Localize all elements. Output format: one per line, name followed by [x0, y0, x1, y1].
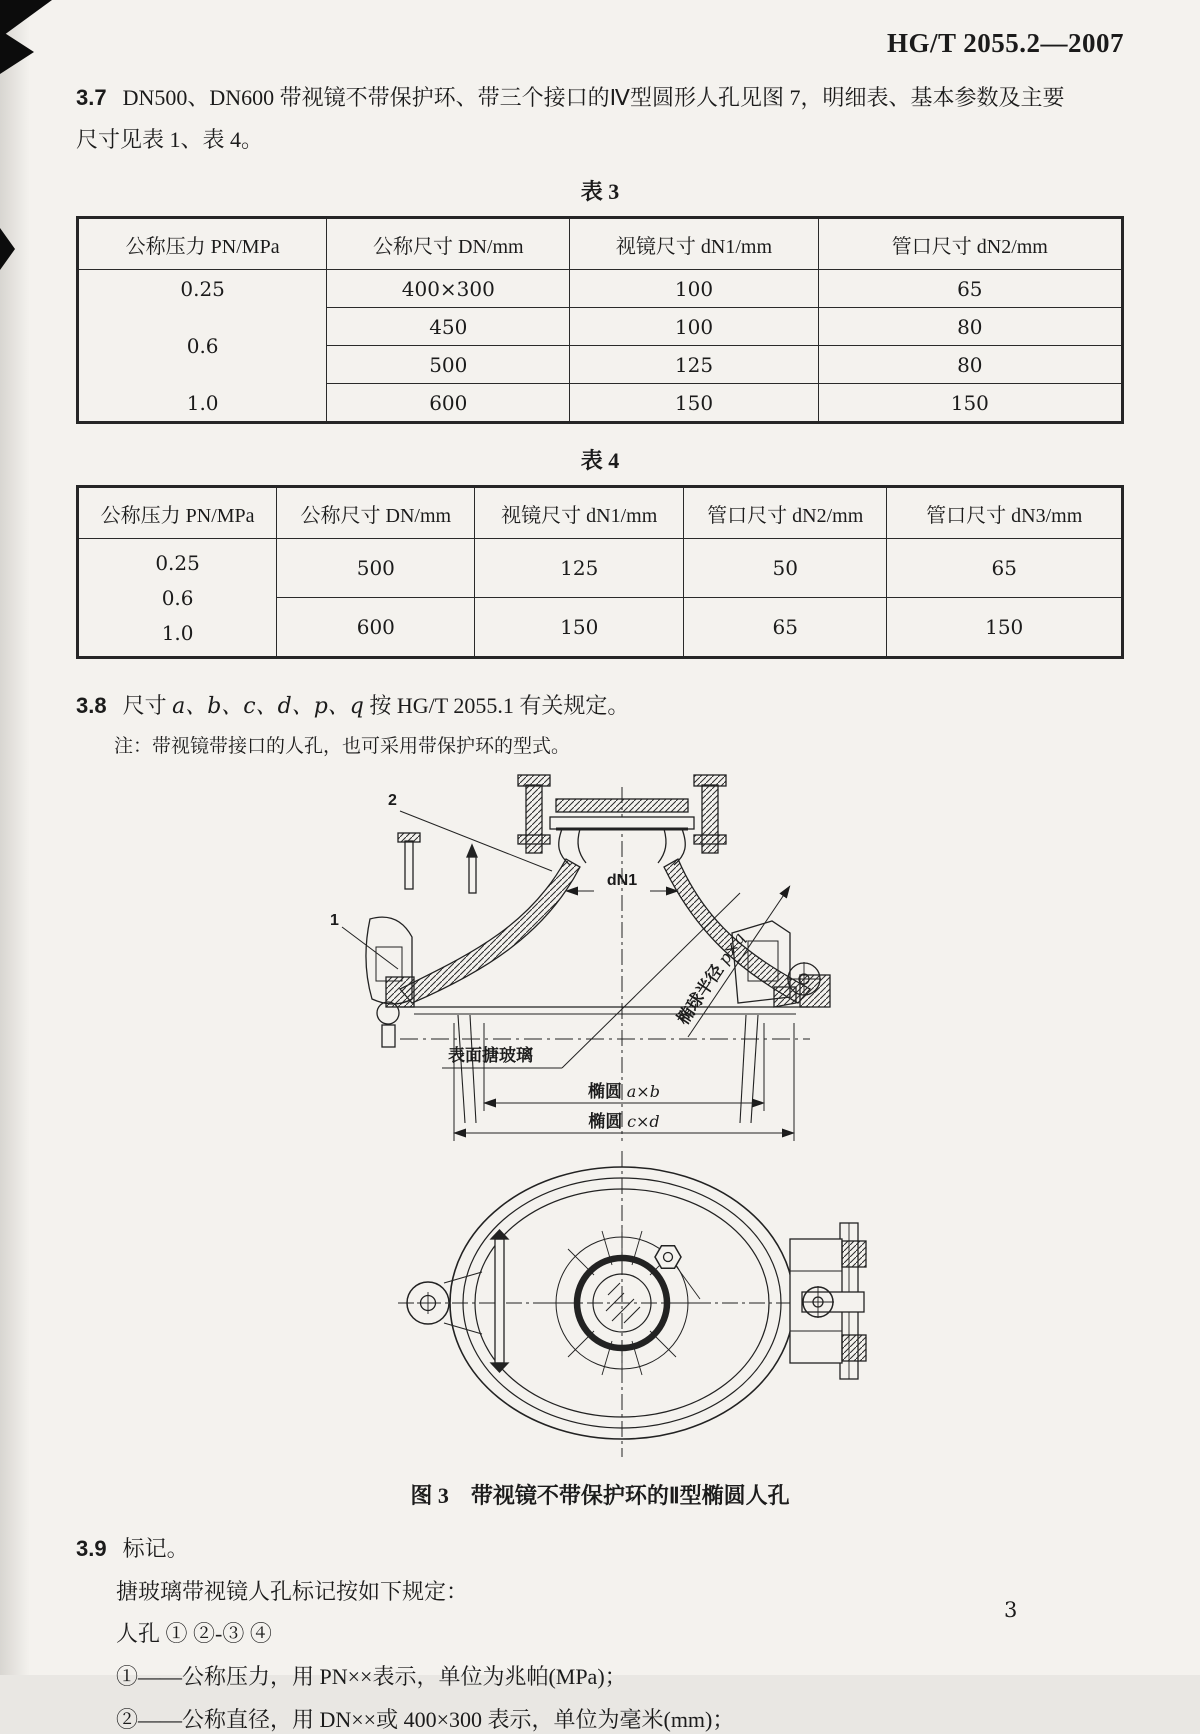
dn1-label: dN1	[606, 872, 638, 889]
table-cell: 65	[887, 539, 1123, 598]
svg-text:椭球半径 p×q	[673, 929, 749, 1029]
table-cell: 150	[887, 598, 1123, 658]
table3-header: 公称压力 PN/MPa	[78, 218, 327, 270]
section-text: 尺寸	[122, 693, 173, 719]
table-cell: 150	[570, 384, 818, 423]
part-2-label: 2	[388, 792, 397, 809]
table4-header: 视镜尺寸 dN1/mm	[475, 487, 684, 539]
pressure-value: 1.0	[161, 620, 194, 645]
svg-text:椭圆 a×b	[588, 1081, 660, 1101]
table-row	[78, 539, 1123, 598]
table-cell: 65	[818, 270, 1122, 308]
clamp-plan	[790, 1223, 866, 1379]
section-number: 3.8	[76, 693, 107, 719]
section-text: 按 HG/T 2055.1 有关规定。	[363, 693, 630, 719]
table4-header: 管口尺寸 dN3/mm	[887, 487, 1123, 539]
table-cell: 125	[570, 346, 818, 384]
table3-pressure-cell	[78, 270, 327, 423]
table-cell: 100	[570, 270, 818, 308]
table-row	[78, 270, 1123, 308]
table4-header-row	[78, 487, 1123, 539]
marking-item-1: ①——公称压力，用 PN××表示，单位为兆帕(MPa)；	[116, 1664, 627, 1690]
figure-3-caption: 图 3 带视镜不带保护环的Ⅱ型椭圆人孔	[410, 1483, 790, 1508]
plan-view	[398, 1151, 866, 1457]
section-number: 3.7	[76, 85, 107, 110]
table4-header: 管口尺寸 dN2/mm	[684, 487, 887, 539]
hinge-assembly	[366, 833, 477, 1047]
table-cell: 450	[327, 308, 570, 346]
table-cell: 80	[818, 308, 1122, 346]
table-cell: 600	[277, 598, 475, 658]
table3-header: 管口尺寸 dN2/mm	[818, 218, 1122, 270]
section-3-7	[76, 77, 1124, 161]
radius-value: p×q	[714, 929, 749, 968]
dome-shell-left	[400, 859, 580, 1003]
table-cell: 500	[277, 539, 475, 598]
page-number: 3	[1004, 1598, 1018, 1622]
cross-section-view	[330, 775, 830, 1141]
dim-ab-value: a×b	[626, 1082, 660, 1101]
manhole-technical-drawing	[304, 771, 876, 1471]
hex-bolt	[655, 1246, 700, 1299]
dim-cd-value: c×d	[627, 1112, 660, 1131]
svg-text:椭圆 c×d	[588, 1111, 659, 1131]
dn1-dimension	[566, 872, 678, 891]
section-3-9	[76, 1534, 1124, 1734]
pressure-value: 0.25	[155, 550, 200, 575]
table3	[76, 216, 1124, 424]
table4-header: 公称尺寸 DN/mm	[277, 487, 475, 539]
dim-ab-prefix: 椭圆	[588, 1082, 627, 1101]
standard-code-header: HG/T 2055.2—2007	[886, 28, 1124, 58]
section-3-8	[76, 685, 1124, 728]
tank-neck-walls	[400, 1015, 810, 1123]
section-number: 3.9	[76, 1536, 107, 1561]
table4-header: 公称压力 PN/MPa	[78, 487, 277, 539]
marking-item-2: ②——公称直径，用 DN××或 400×300 表示，单位为毫米(mm)；	[116, 1706, 735, 1732]
section-text: DN500、DN600 带视镜不带保护环、带三个接口的Ⅳ型圆形人孔见图 7，明细表、基本参数及主要	[122, 85, 1065, 110]
surface-label-text: 表面搪玻璃	[448, 1046, 533, 1065]
davit-bar	[491, 1230, 508, 1372]
pressure-value: 0.25	[180, 277, 225, 302]
marking-formula: 人孔 ① ②-③ ④	[116, 1621, 272, 1647]
section-3-8-note: 注：带视镜带接口的人孔，也可采用带保护环的型式。	[114, 735, 571, 757]
table4-pressure-cell	[78, 539, 277, 658]
table3-header-row	[78, 218, 1123, 270]
radius-prefix: 椭球半径	[673, 957, 730, 1029]
table-cell: 50	[684, 539, 887, 598]
dimension-a-b	[484, 1023, 764, 1111]
table3-title: 表 3	[580, 179, 620, 205]
table-cell: 600	[327, 384, 570, 423]
table-cell: 100	[570, 308, 818, 346]
hinge-lug-plan	[407, 1272, 482, 1334]
marking-rule-intro: 搪玻璃带视镜人孔标记按如下规定：	[116, 1578, 469, 1604]
pressure-value: 0.6	[161, 585, 194, 610]
dim-cd-prefix: 椭圆	[588, 1112, 628, 1131]
table-cell: 150	[475, 598, 684, 658]
section-3-7-line2: 尺寸见表 1、表 4。	[76, 127, 264, 153]
table3-header: 视镜尺寸 dN1/mm	[570, 218, 818, 270]
table-cell: 400×300	[327, 270, 570, 308]
table-cell: 500	[327, 346, 570, 384]
table-cell: 150	[818, 384, 1122, 423]
section-3-9-heading	[76, 1534, 1124, 1564]
part-1-label: 1	[330, 912, 339, 929]
table3-header: 公称尺寸 DN/mm	[327, 218, 570, 270]
table4-title: 表 4	[580, 448, 620, 474]
section-3-7-line1	[76, 77, 1124, 119]
table-cell: 125	[475, 539, 684, 598]
section-text: 标记。	[122, 1536, 189, 1561]
table-cell: 80	[818, 346, 1122, 384]
pressure-value: 0.6	[186, 333, 219, 358]
figure-3-drawing	[76, 771, 1124, 1479]
table4	[76, 485, 1124, 659]
dimension-variables: a、b、c、d、p、q	[172, 694, 364, 720]
table-cell: 65	[684, 598, 887, 658]
pressure-value: 1.0	[186, 390, 219, 415]
